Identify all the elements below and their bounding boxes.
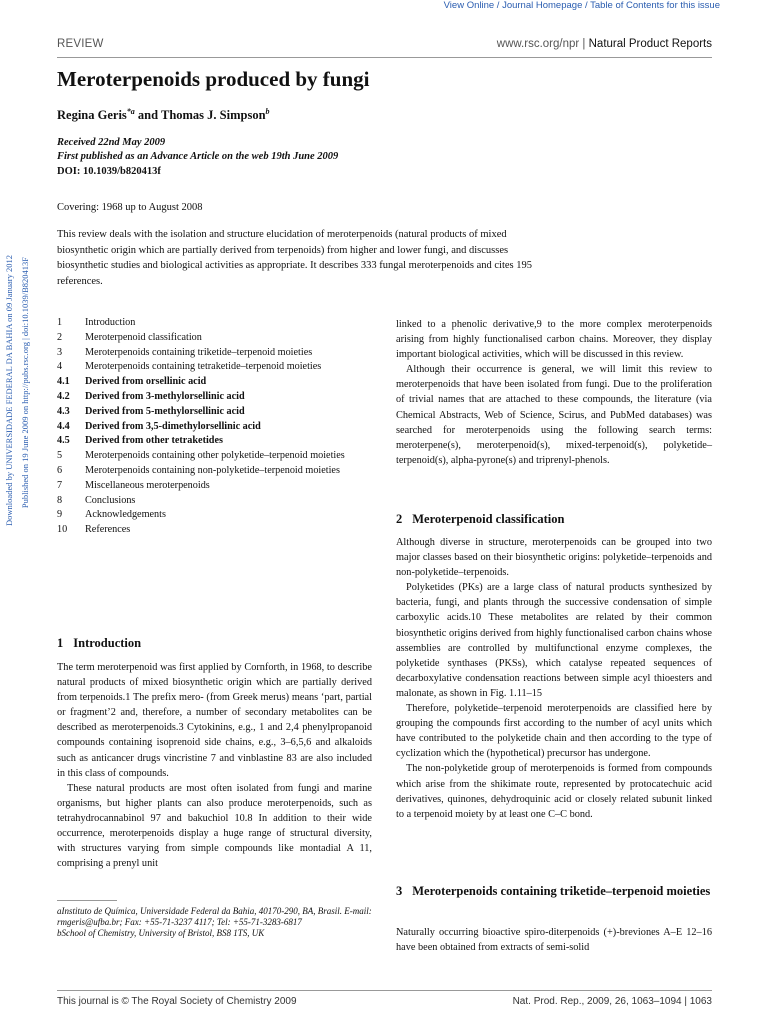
toc-number: 4.3 <box>57 405 70 417</box>
section-title: Introduction <box>73 636 142 650</box>
section-heading-introduction <box>57 636 141 651</box>
view-online-links[interactable]: View Online / Journal Homepage / Table of Contents for this issue <box>443 0 720 11</box>
toc-number: 5 <box>57 450 63 462</box>
footnote-a: aInstituto de Química, Universidade Federal da Bahia, 40170-290, BA, Brasil. E-mail: rmgeris@ufba.br; Fax: +55-71-3237 4117; Tel: +55-71-3283-6817 <box>57 906 372 927</box>
journal-header <box>497 38 712 50</box>
toc-item[interactable] <box>57 390 372 405</box>
toc-number: 8 <box>57 494 63 506</box>
table-of-contents <box>57 316 372 538</box>
toc-title[interactable]: Meroterpenoids containing other polyketide–terpenoid moieties <box>85 450 345 462</box>
download-sidebar <box>4 255 38 595</box>
article-title: Meroterpenoids produced by fungi <box>57 67 370 91</box>
toc-number: 4.1 <box>57 376 70 388</box>
download-note[interactable]: Downloaded by UNIVERSIDADE FEDERAL DA BAHIA on 09 January 2012 <box>4 255 14 526</box>
paragraph: The non-polyketide group of meroterpenoids is formed from compounds which arise from the shikimate route, represented by protocatechuic acid derivatives, quinones, dehydroquinic acid or closely related subunit linked to a terpenoid moiety by at least one C–C bond. <box>396 763 712 820</box>
toc-title[interactable]: Miscellaneous meroterpenoids <box>85 479 210 491</box>
toc-item[interactable] <box>57 331 372 346</box>
top-links[interactable] <box>444 0 720 11</box>
toc-item[interactable] <box>57 523 372 538</box>
toc-number: 2 <box>57 331 63 343</box>
section-heading-triketide <box>396 883 712 899</box>
paragraph: Although diverse in structure, meroterpenoids can be grouped into two major classes based on their biosynthetic origins: polyketide–terpenoids and non-polyketide–terpenoids. <box>396 537 712 579</box>
section-title: Meroterpenoids containing triketide–terpenoid moieties <box>412 884 711 898</box>
footer-rule <box>57 990 712 991</box>
footnotes <box>57 906 372 939</box>
toc-item[interactable] <box>57 508 372 523</box>
author-1-affil: *a <box>126 107 135 116</box>
covering-period: Covering: 1968 up to August 2008 <box>57 202 203 213</box>
section-label: REVIEW <box>57 38 104 50</box>
toc-number: 10 <box>57 524 68 536</box>
toc-item[interactable] <box>57 360 372 375</box>
paragraph: Polyketides (PKs) are a large class of natural products synthesized by bacteria, fungi, and plants through the successive condensation of simple carboxylic acids.10 These metabolites are related by their common biosynthetic origins derived from highly functionalised carbon chains whose assemblies are controlled by multifunctional enzyme complexes, the polyketide synthases (PKSs), which catalyse repeated sequences of decarboxylative condensation reactions between simple acyl thioesters and malonate, as shown in Fig. 1.11–15 <box>396 582 712 699</box>
toc-item[interactable] <box>57 405 372 420</box>
doi[interactable]: DOI: 10.1039/b820413f <box>57 166 161 177</box>
header-rule <box>57 57 712 58</box>
toc-title[interactable]: Derived from other tetraketides <box>85 435 223 447</box>
first-published-date: First published as an Advance Article on the web 19th June 2009 <box>57 151 339 162</box>
toc-title[interactable]: References <box>85 524 131 536</box>
footnote-rule <box>57 900 117 901</box>
section-title: Meroterpenoid classification <box>412 512 565 526</box>
toc-number: 4.5 <box>57 435 70 447</box>
toc-title[interactable]: Introduction <box>85 317 136 328</box>
paragraph: linked to a phenolic derivative,9 to the more complex meroterpenoids arising from highly functionalised carbon chains. Moreover, they display important biological activities, which will be discussed in this review. <box>396 319 712 361</box>
toc-title[interactable]: Derived from 3-methylorsellinic acid <box>85 390 245 402</box>
section-heading-classification <box>396 512 564 527</box>
toc-item[interactable] <box>57 494 372 509</box>
section-number: 2 <box>396 512 403 526</box>
classification-body <box>396 535 712 822</box>
authors <box>57 107 270 123</box>
toc-number: 4.4 <box>57 420 70 432</box>
paragraph: These natural products are most often isolated from fungi and marine organisms, but higher plants can also produce meroterpenoids, such as tetrahydrocannabinol 97 and bakuchiol 10.8 In addition to their wide occurrence, meroterpenoids display a huge range of structural diversity, with structures varying from simple compounds like montadial A 11, comprising a prenyl unit <box>57 782 372 870</box>
dates <box>57 136 338 164</box>
received-date: Received 22nd May 2009 <box>57 137 166 148</box>
toc-item[interactable] <box>57 464 372 479</box>
paragraph: Naturally occurring bioactive spiro-diterpenoids (+)-breviones A–E 12–16 have been obtained from extracts of semi-solid <box>396 927 712 954</box>
publication-note[interactable]: Published on 19 June 2009 on http://pubs.rsc.org | doi:10.1039/B820413F <box>20 257 30 509</box>
toc-number: 9 <box>57 509 63 521</box>
toc-title[interactable]: Derived from 5-methylorsellinic acid <box>85 405 245 417</box>
journal-name: Natural Product Reports <box>588 38 712 50</box>
toc-number: 4.2 <box>57 390 70 402</box>
section-number: 3 <box>396 884 403 898</box>
paragraph: Although their occurrence is general, we will limit this review to meroterpenoids that have been isolated from fungi. Due to the proliferation of trivial names that are attached to these compounds, the literature (via Chemical Abstracts, Web of Science, Scirus, and PubMed databases) was searched for meroterpenoids using the following search terms: meroterpene(s), meroterpenoid(s), mixed-terpenoid(s), polyketide–terpenoid(s), alpha-pyrone(s) and triprenyl-phenols. <box>396 364 712 466</box>
toc-item[interactable] <box>57 316 372 331</box>
toc-number: 3 <box>57 346 63 358</box>
author-1: Regina Geris <box>57 108 127 123</box>
toc-title[interactable]: Meroterpenoid classification <box>85 331 202 343</box>
toc-item[interactable] <box>57 449 372 464</box>
right-column-top <box>396 317 712 468</box>
toc-title[interactable]: Derived from orsellinic acid <box>85 376 207 388</box>
toc-item[interactable] <box>57 434 372 449</box>
footnote-b: bSchool of Chemistry, University of Bristol, BS8 1TS, UK <box>57 928 265 938</box>
abstract: This review deals with the isolation and structure elucidation of meroterpenoids (natural products of mixed biosynthetic origin which are partially derived from terpenoids) from higher and lower fungi, and discusses biosynthetic studies and biological activities as appropriate. It describes 333 fungal meroterpenoids and cites 195 references. <box>57 229 532 287</box>
triketide-body <box>396 925 712 955</box>
toc-number: 7 <box>57 479 63 491</box>
toc-item[interactable] <box>57 375 372 390</box>
author-2-affil: b <box>265 107 270 116</box>
toc-number: 1 <box>57 317 63 328</box>
paragraph: Therefore, polyketide–terpenoid meroterpenoids are classified here by grouping the compounds first according to the number of acyl units which have contributed to the polyketide chain and then according to the type of cyclization which the (hypothetical) precursor has undergone. <box>396 703 712 760</box>
toc-item[interactable] <box>57 420 372 435</box>
toc-title[interactable]: Conclusions <box>85 494 136 506</box>
toc-title[interactable]: Derived from 3,5-dimethylorsellinic acid <box>85 420 261 432</box>
section-number: 1 <box>57 636 64 650</box>
toc-title[interactable]: Meroterpenoids containing triketide–terpenoid moieties <box>85 346 313 358</box>
toc-item[interactable] <box>57 479 372 494</box>
introduction-body <box>57 660 372 871</box>
toc-number: 4 <box>57 361 63 373</box>
toc-title[interactable]: Meroterpenoids containing non-polyketide–terpenoid moieties <box>85 464 340 476</box>
toc-title[interactable]: Meroterpenoids containing tetraketide–terpenoid moieties <box>85 361 322 373</box>
header-separator: | <box>582 38 586 50</box>
journal-url[interactable]: www.rsc.org/npr <box>496 38 580 50</box>
toc-item[interactable] <box>57 346 372 361</box>
paragraph: The term meroterpenoid was first applied by Cornforth, in 1968, to describe natural products of mixed biosynthetic origin which are partially derived from terpenoids.1 The prefix mero- (from Greek merus) means ‘part, partial or fragment’2 and, therefore, a number of secondary metabolites can be described as meroterpenoids.3 Cytokinins, e.g., 1 and 2,4 phenylpropanoid compounds containing isoprenoid side chains, e.g., 3–6,5,6 and alkaloids such as anticancer drugs vincristine 7 and vinblastine 83 are also included in this class of compounds. <box>57 662 372 779</box>
toc-title[interactable]: Acknowledgements <box>85 509 166 521</box>
footer-copyright: This journal is © The Royal Society of Chemistry 2009 <box>57 996 297 1007</box>
footer-citation: Nat. Prod. Rep., 2009, 26, 1063–1094 | 1063 <box>512 996 712 1007</box>
authors-and: and <box>134 108 161 123</box>
author-2: Thomas J. Simpson <box>160 108 266 123</box>
toc-number: 6 <box>57 464 63 476</box>
